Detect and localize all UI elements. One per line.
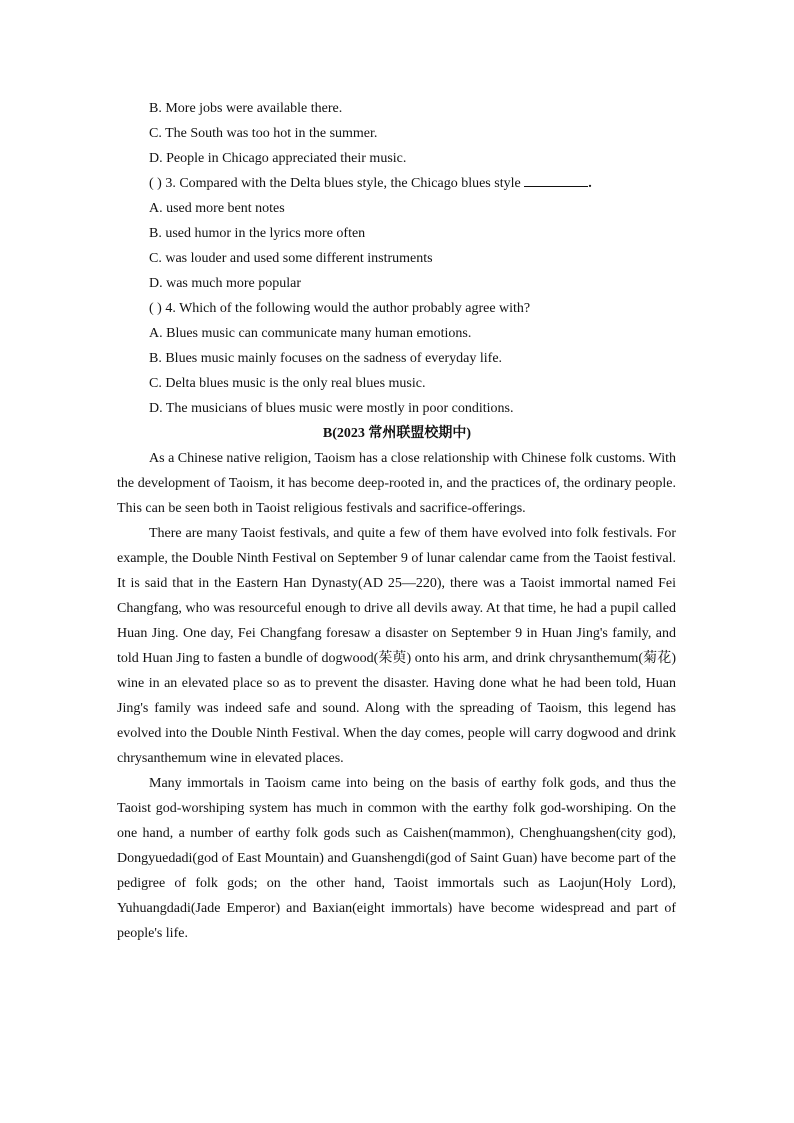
question-3-period: . (588, 176, 592, 191)
passage-paragraph-2: There are many Taoist festivals, and quite a few of them have evolved into folk festivals. For example, the Double Ninth Festival on September 9 of lunar calendar came from the Taoist festival. It is said that in the Eastern Han Dynasty(AD 25—220), there was a Taoist immortal named Fei Changfang, who was resourceful enough to drive all devils away. At that time, he had a pupil called Huan Jing. One day, Fei Changfang foresaw a disaster on September 9 in Huan Jing's family, and told Huan Jing to fasten a bundle of dogwood(茱萸) onto his arm, and drink chrysanthemum(菊花) wine in an elevated place so as to prevent the disaster. Having done what he had been told, Huan Jing's family was indeed safe and sound. Along with the spreading of Taoism, this legend has evolved into the Double Ninth Festival. When the day comes, people will carry dogwood and drink chrysanthemum wine in elevated places. (117, 526, 676, 766)
q2-option-b: B. More jobs were available there. (149, 101, 343, 116)
reading-passage (117, 446, 676, 946)
q3-option-a: A. used more bent notes (149, 201, 285, 216)
question-3-stem: ( ) 3. Compared with the Delta blues style, the Chicago blues style (149, 176, 521, 191)
q2-option-c: C. The South was too hot in the summer. (149, 126, 378, 141)
q3-option-c: C. was louder and used some different instruments (149, 251, 433, 266)
question-3 (149, 171, 592, 196)
q4-option-a: A. Blues music can communicate many human emotions. (149, 326, 472, 341)
section-title: B(2023 常州联盟校期中) (322, 426, 472, 441)
passage-paragraph-3: Many immortals in Taoism came into being on the basis of earthy folk gods, and thus the Taoist god-worshiping system has much in common with the earthy folk god-worshiping. On the one hand, a number of earthy folk gods such as Caishen(mammon), Chenghuangshen(city god), Dongyuedadi(god of East Mountain) and Guanshengdi(god of Saint Guan) have become part of the pedigree of folk gods; on the other hand, Taoist immortals such as Laojun(Holy Lord), Yuhuangdadi(Jade Emperor) and Baxian(eight immortals) have become widespread and part of people's life. (117, 776, 676, 941)
q4-option-b: B. Blues music mainly focuses on the sadness of everyday life. (149, 351, 503, 366)
q2-option-d: D. People in Chicago appreciated their music. (149, 151, 407, 166)
q3-option-d: D. was much more popular (149, 276, 302, 291)
question-4-stem: ( ) 4. Which of the following would the author probably agree with? (149, 301, 531, 316)
answer-blank (524, 174, 588, 187)
q4-option-d: D. The musicians of blues music were mostly in poor conditions. (149, 401, 514, 416)
passage-paragraph-1: As a Chinese native religion, Taoism has a close relationship with Chinese folk customs. With the development of Taoism, it has become deep-rooted in, and the practices of, the ordinary people. This can be seen both in Taoist religious festivals and sacrifice-offerings. (117, 451, 676, 516)
q3-option-b: B. used humor in the lyrics more often (149, 226, 366, 241)
q4-option-c: C. Delta blues music is the only real blues music. (149, 376, 426, 391)
